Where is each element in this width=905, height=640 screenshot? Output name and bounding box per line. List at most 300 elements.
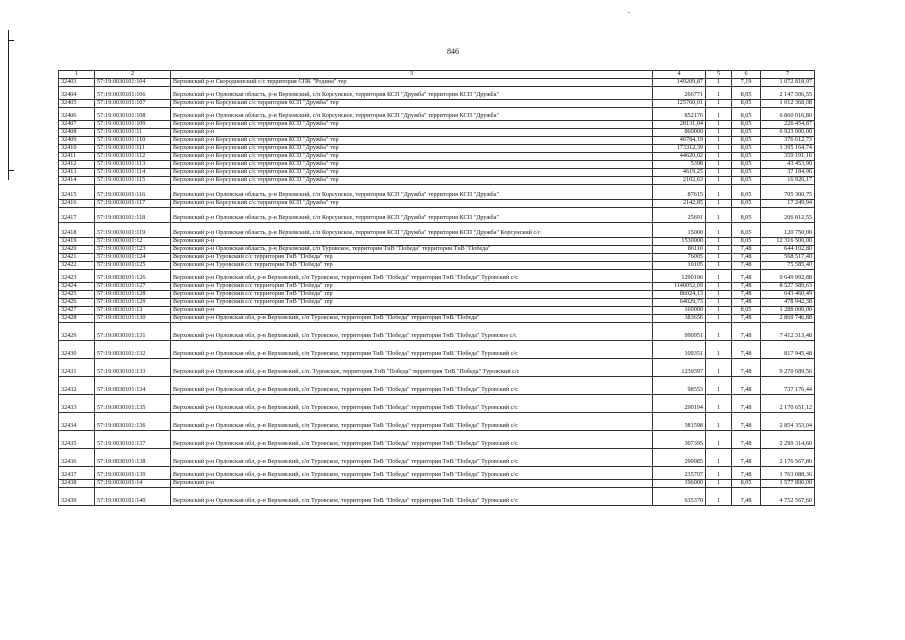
table-row <box>59 99 815 107</box>
rate-cell: 7,48 <box>732 298 761 306</box>
cadastral-number-cell: 57:19:0030101:119 <box>95 222 171 237</box>
table-row <box>59 340 815 358</box>
row-number-cell: 32419 <box>59 237 95 245</box>
address-cell: Верховский р-н <box>171 128 653 136</box>
address-cell: Верховский р-н Скородненский с/с территория СПК "Родина" тер <box>171 78 653 86</box>
area-cell: 381598 <box>653 412 706 430</box>
column-header: 2 <box>95 71 171 79</box>
table-row <box>59 222 815 237</box>
table-row <box>59 253 815 261</box>
cadastral-number-cell: 57:19:0030101:126 <box>95 269 171 282</box>
address-cell: Верховский р-н Орловская область, р-н Верховский, с/п Корсунское, территория КСП "Дружба" территория КСП "Дружба" <box>171 86 653 99</box>
rate-cell: 7,48 <box>732 290 761 298</box>
table-row <box>59 168 815 176</box>
cadastral-number-cell: 57:19:0030101:129 <box>95 298 171 306</box>
address-cell: Верховский р-н Туровский с/с территория ТнВ "Победа" тер <box>171 290 653 298</box>
value-cell: 226 454,87 <box>761 120 815 128</box>
table-row <box>59 136 815 144</box>
row-number-cell: 32420 <box>59 245 95 253</box>
cadastral-number-cell: 57:19:0030101:115 <box>95 176 171 184</box>
column-header: 1 <box>59 71 95 79</box>
value-cell: 17 249,94 <box>761 199 815 207</box>
value-cell: 737 176,44 <box>761 376 815 394</box>
value-cell: 376 612,73 <box>761 136 815 144</box>
table-row <box>59 412 815 430</box>
row-number-cell: 32410 <box>59 144 95 152</box>
margin-tick <box>8 40 14 41</box>
area-cell: 149209,87 <box>653 78 706 86</box>
rate-cell: 7,48 <box>732 282 761 290</box>
address-cell: Верховский р-н Туровский с/с территория ТнВ "Победа" тер <box>171 282 653 290</box>
address-cell: Верховский р-н Корсунский с/с территория КСП "Дружба" тер <box>171 160 653 168</box>
value-cell: 568 517,40 <box>761 253 815 261</box>
address-cell: Верховский р-н <box>171 479 653 487</box>
cadastral-number-cell: 57:19:0030101:108 <box>95 107 171 120</box>
count-cell: 1 <box>706 314 732 322</box>
table-row <box>59 152 815 160</box>
rate-cell: 8,05 <box>732 207 761 222</box>
area-cell: 1239397 <box>653 358 706 376</box>
area-cell: 87615 <box>653 184 706 199</box>
count-cell: 1 <box>706 340 732 358</box>
cadastral-number-cell: 57:19:0030101:136 <box>95 412 171 430</box>
area-cell: 86110 <box>653 245 706 253</box>
address-cell: Верховский р-н Корсунский с/с территория КСП "Дружба" тер <box>171 199 653 207</box>
count-cell: 1 <box>706 466 732 479</box>
cadastral-number-cell: 57:19:0030101:123 <box>95 245 171 253</box>
value-cell: 644 102,80 <box>761 245 815 253</box>
count-cell: 1 <box>706 78 732 86</box>
count-cell: 1 <box>706 306 732 314</box>
cadastral-number-cell: 57:19:0030101:137 <box>95 430 171 448</box>
count-cell: 1 <box>706 448 732 466</box>
rate-cell: 7,48 <box>732 394 761 412</box>
address-cell: Верховский р-н <box>171 306 653 314</box>
rate-cell: 8,05 <box>732 128 761 136</box>
address-cell: Верховский р-н Корсунский с/с территория КСП "Дружба" тер <box>171 120 653 128</box>
rate-cell: 8,05 <box>732 107 761 120</box>
registry-table <box>58 70 815 506</box>
area-cell: 44620,02 <box>653 152 706 160</box>
table-row <box>59 120 815 128</box>
rate-cell: 8,05 <box>732 168 761 176</box>
rate-cell: 8,05 <box>732 237 761 245</box>
count-cell: 1 <box>706 168 732 176</box>
row-number-cell: 32403 <box>59 78 95 86</box>
table-row <box>59 322 815 340</box>
area-cell: 307395 <box>653 430 706 448</box>
count-cell: 1 <box>706 160 732 168</box>
address-cell: Верховский р-н Орловская область, р-н Верховский, с/п Корсунское, территория КСП "Дружба" территория КСП "Дружба" <box>171 107 653 120</box>
rate-cell: 7,48 <box>732 245 761 253</box>
table-row <box>59 144 815 152</box>
cadastral-number-cell: 57:19:0030101:116 <box>95 184 171 199</box>
area-cell: 196000 <box>653 479 706 487</box>
table-row <box>59 199 815 207</box>
column-header: 4 <box>653 71 706 79</box>
row-number-cell: 32409 <box>59 136 95 144</box>
row-number-cell: 32425 <box>59 290 95 298</box>
value-cell: 4 752 567,60 <box>761 487 815 505</box>
count-cell: 1 <box>706 394 732 412</box>
address-cell: Верховский р-н Орловская обл, р-н Верховский, с/п Туровское, территория ТнВ "Победа" территория ТнВ "Победа" Туровский с/с <box>171 394 653 412</box>
value-cell: 8 527 589,63 <box>761 282 815 290</box>
row-number-cell: 32436 <box>59 448 95 466</box>
area-cell: 860000 <box>653 128 706 136</box>
value-cell: 43 453,90 <box>761 160 815 168</box>
count-cell: 1 <box>706 298 732 306</box>
rate-cell: 8,05 <box>732 160 761 168</box>
area-cell: 10105 <box>653 261 706 269</box>
row-number-cell: 32415 <box>59 184 95 199</box>
rate-cell: 8,05 <box>732 184 761 199</box>
value-cell: 37 184,96 <box>761 168 815 176</box>
cadastral-number-cell: 57:19:0030101:134 <box>95 376 171 394</box>
count-cell: 1 <box>706 358 732 376</box>
table-row <box>59 358 815 376</box>
rate-cell: 8,05 <box>732 152 761 160</box>
rate-cell: 7,19 <box>732 78 761 86</box>
rate-cell: 7,48 <box>732 261 761 269</box>
row-number-cell: 32432 <box>59 376 95 394</box>
area-cell: 852176 <box>653 107 706 120</box>
area-cell: 173312,39 <box>653 144 706 152</box>
rate-cell: 7,48 <box>732 448 761 466</box>
address-cell: Верховский р-н Орловская обл, р-н Верховский, с/п Туровское, территория ТнВ "Победа" территория ТнВ "Победа" Туровский с/с <box>171 412 653 430</box>
row-number-cell: 32439 <box>59 487 95 505</box>
cadastral-number-cell: 57:19:0030101:11 <box>95 128 171 136</box>
value-cell: 1 072 818,97 <box>761 78 815 86</box>
value-cell: 2 147 506,55 <box>761 86 815 99</box>
value-cell: 1 012 368,08 <box>761 99 815 107</box>
row-number-cell: 32433 <box>59 394 95 412</box>
area-cell: 383656 <box>653 314 706 322</box>
table-row <box>59 448 815 466</box>
table-row <box>59 107 815 120</box>
value-cell: 359 191,16 <box>761 152 815 160</box>
table-row <box>59 290 815 298</box>
row-number-cell: 32408 <box>59 128 95 136</box>
table-row <box>59 261 815 269</box>
area-cell: 2142,85 <box>653 199 706 207</box>
area-cell: 15000 <box>653 222 706 237</box>
value-cell: 817 945,48 <box>761 340 815 358</box>
value-cell: 120 750,00 <box>761 222 815 237</box>
count-cell: 1 <box>706 430 732 448</box>
count-cell: 1 <box>706 86 732 99</box>
area-cell: 266771 <box>653 86 706 99</box>
address-cell: Верховский р-н Орловская область, р-н Верховский, с/п Корсунское, территория КСП "Дружба" территория КСП "Дружба" <box>171 207 653 222</box>
area-cell: 1140052,09 <box>653 282 706 290</box>
cadastral-number-cell: 57:19:0030101:117 <box>95 199 171 207</box>
table-row <box>59 430 815 448</box>
address-cell: Верховский р-н Корсунский с/с территория КСП "Дружба" тер <box>171 136 653 144</box>
rate-cell: 7,48 <box>732 412 761 430</box>
address-cell: Верховский р-н Корсунский с/с территория КСП "Дружба" тер <box>171 168 653 176</box>
count-cell: 1 <box>706 290 732 298</box>
cadastral-number-cell: 57:19:0030101:14 <box>95 479 171 487</box>
table-row <box>59 86 815 99</box>
row-number-cell: 32437 <box>59 466 95 479</box>
value-cell: 9 649 992,88 <box>761 269 815 282</box>
row-number-cell: 32417 <box>59 207 95 222</box>
table-row <box>59 207 815 222</box>
row-number-cell: 32431 <box>59 358 95 376</box>
value-cell: 16 926,17 <box>761 176 815 184</box>
address-cell: Верховский р-н Орловская обл, р-н Верховский, с/п Туровское, территория ТнВ "Победа" территория ТнВ "Победа" Туровский с/с <box>171 487 653 505</box>
table-row <box>59 282 815 290</box>
row-number-cell: 32414 <box>59 176 95 184</box>
cadastral-number-cell: 57:19:0030101:104 <box>95 78 171 86</box>
rate-cell: 7,48 <box>732 253 761 261</box>
rate-cell: 7,48 <box>732 487 761 505</box>
value-cell: 75 585,40 <box>761 261 815 269</box>
address-cell: Верховский р-н Корсунский с/с территория КСП "Дружба" тер <box>171 152 653 160</box>
table-row <box>59 269 815 282</box>
area-cell: 1290106 <box>653 269 706 282</box>
table-row <box>59 487 815 505</box>
value-cell: 7 412 313,48 <box>761 322 815 340</box>
value-cell: 478 942,38 <box>761 298 815 306</box>
rate-cell: 8,05 <box>732 479 761 487</box>
address-cell: Верховский р-н Орловская обл, р-н Верховский, с/п Туровское, территория ТнВ "Победа" территория ТнВ "Победа" Туровское с/с <box>171 322 653 340</box>
area-cell: 290985 <box>653 448 706 466</box>
area-cell: 28131,04 <box>653 120 706 128</box>
count-cell: 1 <box>706 152 732 160</box>
area-cell: 46784,19 <box>653 136 706 144</box>
row-number-cell: 32407 <box>59 120 95 128</box>
count-cell: 1 <box>706 237 732 245</box>
value-cell: 2 869 746,88 <box>761 314 815 322</box>
rate-cell: 7,48 <box>732 358 761 376</box>
value-cell: 12 316 500,00 <box>761 237 815 245</box>
address-cell: Верховский р-н Орловская обл, р-н Верховский, с/п Туровское, территория ТнВ "Победа" территория ТнВ "Победа" Туровский с/с <box>171 376 653 394</box>
value-cell: 206 812,55 <box>761 207 815 222</box>
address-cell: Верховский р-н Туровский с/с территория ТнВ "Победа" тер <box>171 261 653 269</box>
cadastral-number-cell: 57:19:0030101:125 <box>95 261 171 269</box>
cadastral-number-cell: 57:19:0030101:132 <box>95 340 171 358</box>
header-row <box>59 71 815 79</box>
count-cell: 1 <box>706 199 732 207</box>
rate-cell: 8,05 <box>732 144 761 152</box>
count-cell: 1 <box>706 322 732 340</box>
row-number-cell: 32418 <box>59 222 95 237</box>
count-cell: 1 <box>706 245 732 253</box>
cadastral-number-cell: 57:19:0030101:128 <box>95 290 171 298</box>
address-cell: Верховский р-н Орловская область, р-н Верховский, с/п Корсунское, территория КСП "Дружба" территория КСП "Дружба" <box>171 184 653 199</box>
cadastral-number-cell: 57:19:0030101:118 <box>95 207 171 222</box>
area-cell: 290194 <box>653 394 706 412</box>
count-cell: 1 <box>706 269 732 282</box>
value-cell: 2 299 314,60 <box>761 430 815 448</box>
rate-cell: 7,48 <box>732 322 761 340</box>
area-cell: 160000 <box>653 306 706 314</box>
rate-cell: 7,48 <box>732 269 761 282</box>
area-cell: 990951 <box>653 322 706 340</box>
count-cell: 1 <box>706 487 732 505</box>
area-cell: 76005 <box>653 253 706 261</box>
address-cell: Верховский р-н Орловская обл, р-н Верховский, с/п Туровское, территория ТнВ "Победа" территория ТнВ "Победа" <box>171 314 653 322</box>
table-row <box>59 376 815 394</box>
row-number-cell: 32435 <box>59 430 95 448</box>
row-number-cell: 32427 <box>59 306 95 314</box>
cadastral-number-cell: 57:19:0030101:109 <box>95 120 171 128</box>
table-row <box>59 306 815 314</box>
row-number-cell: 32429 <box>59 322 95 340</box>
count-cell: 1 <box>706 479 732 487</box>
area-cell: 125760,01 <box>653 99 706 107</box>
row-number-cell: 32426 <box>59 298 95 306</box>
rate-cell: 8,05 <box>732 86 761 99</box>
rate-cell: 8,05 <box>732 222 761 237</box>
row-number-cell: 32430 <box>59 340 95 358</box>
address-cell: Верховский р-н Орловская обл, р-н Верховский, с/п Туровское, территория ТнВ "Победа" территория ТнВ "Победа" Туровский с/с <box>171 340 653 358</box>
count-cell: 1 <box>706 412 732 430</box>
rate-cell: 8,05 <box>732 120 761 128</box>
area-cell: 64029,73 <box>653 298 706 306</box>
address-cell: Верховский р-н Орловская обл, р-н Верховский, с/п Туровское, территория ТнВ "Победа" территория ТнВ "Победа" Туровский с/с <box>171 269 653 282</box>
margin-line <box>8 30 9 180</box>
cadastral-number-cell: 57:19:0030101:124 <box>95 253 171 261</box>
cadastral-number-cell: 57:19:0030101:111 <box>95 144 171 152</box>
margin-dot <box>628 12 630 13</box>
address-cell: Верховский р-н Орловская область, р-н Верховский, с/п Корсунское, территория КСП "Дружба" территория КСП "Дружба" Корсунский с/с <box>171 222 653 237</box>
count-cell: 1 <box>706 207 732 222</box>
cadastral-number-cell: 57:19:0030101:113 <box>95 160 171 168</box>
address-cell: Верховский р-н Туровский с/с территория ТнВ "Победа" тер <box>171 253 653 261</box>
table-row <box>59 245 815 253</box>
row-number-cell: 32406 <box>59 107 95 120</box>
value-cell: 1 763 088,36 <box>761 466 815 479</box>
rate-cell: 7,48 <box>732 314 761 322</box>
table-row <box>59 314 815 322</box>
cadastral-number-cell: 57:19:0030101:106 <box>95 86 171 99</box>
cadastral-number-cell: 57:19:0030101:110 <box>95 136 171 144</box>
value-cell: 1 288 000,00 <box>761 306 815 314</box>
address-cell: Верховский р-н Орловская обл, р-н Верховский, с/п. Туровское, территория ТнВ "Победа" территория ТнВ "Победа" Туровский с/с <box>171 358 653 376</box>
count-cell: 1 <box>706 282 732 290</box>
cadastral-number-cell: 57:19:0030101:107 <box>95 99 171 107</box>
table-row <box>59 184 815 199</box>
value-cell: 6 860 016,80 <box>761 107 815 120</box>
rate-cell: 7,48 <box>732 340 761 358</box>
row-number-cell: 32421 <box>59 253 95 261</box>
rate-cell: 7,48 <box>732 466 761 479</box>
address-cell: Верховский р-н Корсунский с/с территория КСП "Дружба" тер <box>171 176 653 184</box>
table-body <box>59 78 815 505</box>
value-cell: 6 923 000,00 <box>761 128 815 136</box>
area-cell: 4619,25 <box>653 168 706 176</box>
table-row <box>59 160 815 168</box>
rate-cell: 8,05 <box>732 99 761 107</box>
value-cell: 9 270 689,56 <box>761 358 815 376</box>
value-cell: 2 170 651,12 <box>761 394 815 412</box>
count-cell: 1 <box>706 376 732 394</box>
row-number-cell: 32412 <box>59 160 95 168</box>
row-number-cell: 32422 <box>59 261 95 269</box>
count-cell: 1 <box>706 222 732 237</box>
column-header: 6 <box>732 71 761 79</box>
area-cell: 109351 <box>653 340 706 358</box>
rate-cell: 8,05 <box>732 136 761 144</box>
count-cell: 1 <box>706 99 732 107</box>
column-header: 3 <box>171 71 653 79</box>
count-cell: 1 <box>706 107 732 120</box>
table-row <box>59 298 815 306</box>
count-cell: 1 <box>706 136 732 144</box>
row-number-cell: 32416 <box>59 199 95 207</box>
value-cell: 2 854 353,04 <box>761 412 815 430</box>
table-row <box>59 394 815 412</box>
row-number-cell: 32434 <box>59 412 95 430</box>
table-row <box>59 128 815 136</box>
cadastral-number-cell: 57:19:0030101:130 <box>95 314 171 322</box>
rate-cell: 7,48 <box>732 430 761 448</box>
row-number-cell: 32424 <box>59 282 95 290</box>
address-cell: Верховский р-н <box>171 237 653 245</box>
cadastral-number-cell: 57:19:0030101:13 <box>95 306 171 314</box>
cadastral-number-cell: 57:19:0030101:133 <box>95 358 171 376</box>
cadastral-number-cell: 57:19:0030101:12 <box>95 237 171 245</box>
row-number-cell: 32413 <box>59 168 95 176</box>
row-number-cell: 32404 <box>59 86 95 99</box>
rate-cell: 8,05 <box>732 176 761 184</box>
count-cell: 1 <box>706 253 732 261</box>
area-cell: 98553 <box>653 376 706 394</box>
cadastral-number-cell: 57:19:0030101:140 <box>95 487 171 505</box>
area-cell: 635370 <box>653 487 706 505</box>
address-cell: Верховский р-н Орловская обл, р-н Верховский, с/п Туровское, территория ТнВ "Победа" территория ТнВ "Победа" Туровский с/с <box>171 448 653 466</box>
cadastral-number-cell: 57:19:0030101:131 <box>95 322 171 340</box>
address-cell: Верховский р-н Корсунский с/с территория КСП "Дружба" тер <box>171 99 653 107</box>
count-cell: 1 <box>706 128 732 136</box>
table-row <box>59 176 815 184</box>
table-row <box>59 479 815 487</box>
area-cell: 86024,13 <box>653 290 706 298</box>
cadastral-number-cell: 57:19:0030101:135 <box>95 394 171 412</box>
rate-cell: 8,05 <box>732 199 761 207</box>
column-header: 5 <box>706 71 732 79</box>
page-number: 846 <box>447 47 459 56</box>
count-cell: 1 <box>706 120 732 128</box>
margin-tick <box>8 170 14 171</box>
value-cell: 1 577 800,00 <box>761 479 815 487</box>
cadastral-number-cell: 57:19:0030101:114 <box>95 168 171 176</box>
area-cell: 235707 <box>653 466 706 479</box>
address-cell: Верховский р-н Орловская область, р-н Верховский, с/п Туровское, территория ТнВ "Победа" территория ТнВ "Победа" <box>171 245 653 253</box>
count-cell: 1 <box>706 184 732 199</box>
value-cell: 643 460,49 <box>761 290 815 298</box>
cadastral-number-cell: 57:19:0030101:138 <box>95 448 171 466</box>
cadastral-number-cell: 57:19:0030101:127 <box>95 282 171 290</box>
count-cell: 1 <box>706 144 732 152</box>
table-row <box>59 466 815 479</box>
area-cell: 1530000 <box>653 237 706 245</box>
column-header: 7 <box>761 71 815 79</box>
table-row <box>59 237 815 245</box>
row-number-cell: 32438 <box>59 479 95 487</box>
address-cell: Верховский р-н Туровский с/с территория ТнВ "Победа" тер <box>171 298 653 306</box>
row-number-cell: 32423 <box>59 269 95 282</box>
row-number-cell: 32405 <box>59 99 95 107</box>
row-number-cell: 32428 <box>59 314 95 322</box>
address-cell: Верховский р-н Орловская обл, р-н Верховский, с/п Туровское, территория ТнВ "Победа" территория ТнВ "Победа" Туровский с/с <box>171 466 653 479</box>
table-row <box>59 78 815 86</box>
address-cell: Верховский р-н Орловская обл, р-н Верховский, с/п Туровское, территория ТнВ "Победа" территория ТнВ "Победа" Туровский с/с <box>171 430 653 448</box>
cadastral-number-cell: 57:19:0030101:112 <box>95 152 171 160</box>
cadastral-number-cell: 57:19:0030101:139 <box>95 466 171 479</box>
area-cell: 2102,63 <box>653 176 706 184</box>
